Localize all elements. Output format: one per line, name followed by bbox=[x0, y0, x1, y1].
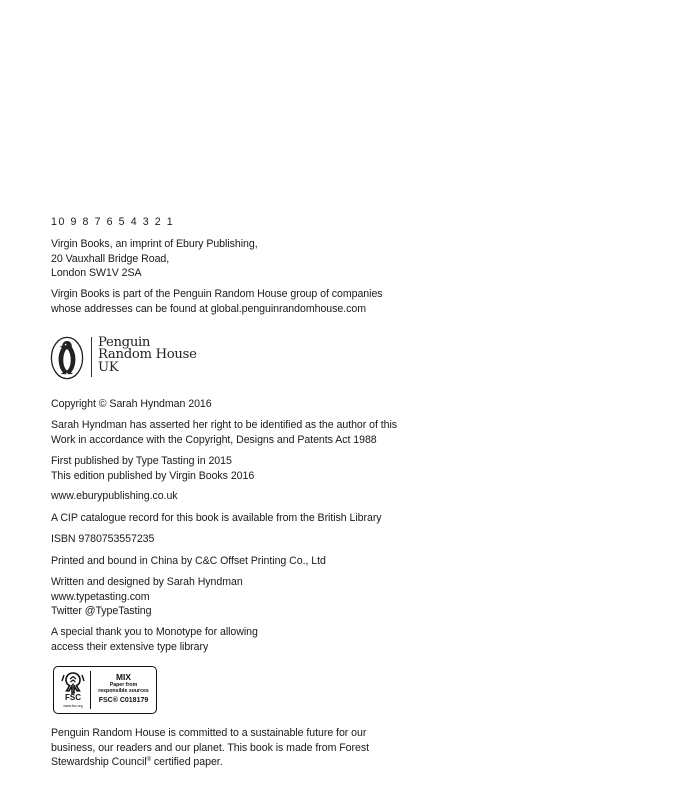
sustainability-line: business, our readers and our planet. This book is made from Forest bbox=[51, 741, 369, 754]
sustainability-statement bbox=[51, 726, 369, 770]
fsc-url: www.fsc.org bbox=[63, 704, 83, 708]
fsc-mix-label bbox=[53, 666, 157, 714]
print-line: 10 9 8 7 6 5 4 3 2 1 bbox=[51, 216, 175, 228]
fsc-paper-line: Paper from bbox=[109, 682, 138, 688]
publisher-website: www.eburypublishing.co.uk bbox=[51, 490, 178, 502]
moral-rights-line: Work in accordance with the Copyright, Designs and Patents Act 1988 bbox=[51, 433, 377, 446]
credits-line: Twitter @TypeTasting bbox=[51, 605, 152, 618]
penguin-random-house-logo bbox=[50, 336, 210, 380]
logo-wordmark-line: Penguin bbox=[98, 335, 151, 350]
sustainability-line bbox=[51, 755, 369, 770]
fsc-abbreviation: FSC bbox=[65, 693, 81, 702]
cip-statement: A CIP catalogue record for this book is available from the British Library bbox=[51, 512, 382, 524]
copyright-line: Copyright © Sarah Hyndman 2016 bbox=[51, 398, 212, 410]
printer-statement: Printed and bound in China by C&C Offset Printing Co., Ltd bbox=[51, 555, 326, 567]
publication-history-line: First published by Type Tasting in 2015 bbox=[51, 455, 232, 467]
registered-mark: ® bbox=[146, 757, 151, 764]
penguin-icon bbox=[50, 336, 86, 380]
publisher-address bbox=[51, 237, 258, 281]
publication-history bbox=[51, 454, 254, 483]
sustainability-line: Penguin Random House is committed to a sustainable future for our bbox=[51, 727, 367, 739]
moral-rights bbox=[51, 418, 397, 447]
fsc-tree-icon bbox=[59, 671, 87, 695]
moral-rights-line: Sarah Hyndman has asserted her right to be identified as the author of this bbox=[51, 419, 398, 431]
logo-divider bbox=[91, 337, 92, 377]
logo-wordmark-line: Random House bbox=[98, 347, 197, 363]
fsc-mix: MIX bbox=[116, 672, 131, 682]
group-statement bbox=[51, 287, 383, 316]
credits-line: Written and designed by Sarah Hyndman bbox=[51, 576, 243, 588]
fsc-license-code: FSC® C018179 bbox=[98, 697, 149, 704]
group-statement-line: Virgin Books is part of the Penguin Random House group of companies bbox=[51, 288, 383, 300]
acknowledgement-line: A special thank you to Monotype for allowing bbox=[51, 626, 258, 638]
publisher-line: London SW1V 2SA bbox=[51, 267, 142, 280]
fsc-paper-line: responsible sources bbox=[98, 688, 149, 694]
acknowledgement-line: access their extensive type library bbox=[51, 640, 209, 653]
logo-wordmark-line: UK bbox=[98, 359, 119, 375]
isbn: ISBN 9780753557235 bbox=[51, 533, 155, 545]
logo-wordmark bbox=[98, 337, 197, 374]
publisher-line: 20 Vauxhall Bridge Road, bbox=[51, 252, 170, 265]
credits-line: www.typetasting.com bbox=[51, 590, 150, 603]
author-credits bbox=[51, 575, 243, 619]
fsc-divider bbox=[90, 671, 91, 709]
publication-history-line: This edition published by Virgin Books 2016 bbox=[51, 469, 255, 482]
fsc-details bbox=[92, 672, 155, 706]
acknowledgement bbox=[51, 625, 258, 654]
sustainability-line-text: Stewardship Council bbox=[51, 756, 147, 769]
group-statement-line: whose addresses can be found at global.penguinrandomhouse.com bbox=[51, 302, 366, 315]
publisher-line: Virgin Books, an imprint of Ebury Publishing, bbox=[51, 238, 258, 250]
sustainability-line-end: certified paper. bbox=[151, 756, 223, 769]
